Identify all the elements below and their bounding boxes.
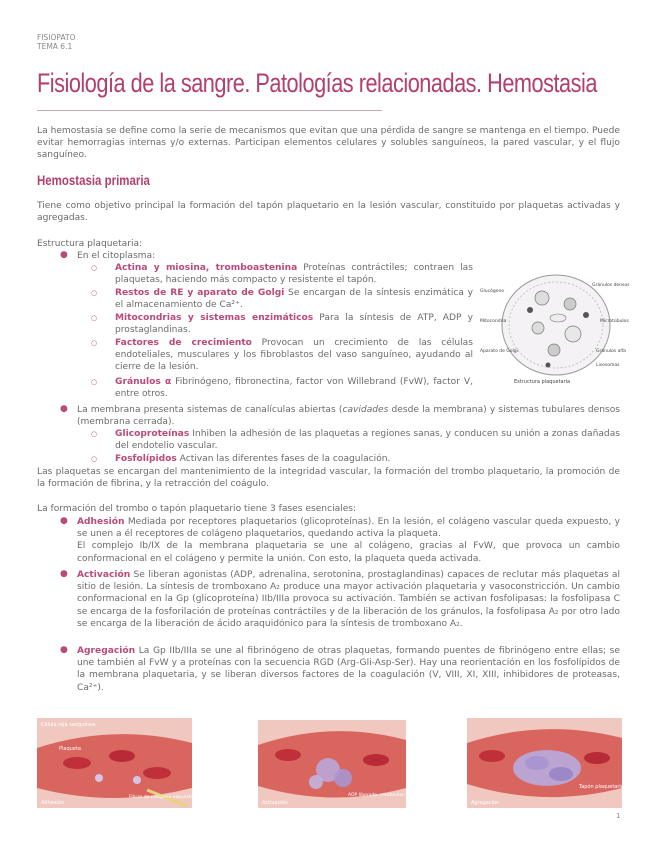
platelet-cluster: [334, 769, 352, 787]
red-blood-cell: [363, 754, 389, 766]
page-title: Fisiología de la sangre. Patologías relacionadas. Hemostasia: [37, 68, 597, 98]
sub-bullet: ○: [91, 455, 98, 463]
cyto-item-1: [115, 262, 473, 286]
phase-activation: [77, 569, 620, 630]
granule-shape: [565, 326, 581, 342]
red-blood-cell: [109, 750, 135, 762]
cyto-text: Para la síntesis de ATP, ADP y prostaglandinas.: [115, 313, 473, 336]
membrane-italic: cavidades: [342, 405, 389, 415]
membrane-post: desde la membrana) y sistemas tubulares densos (membrana cerrada).: [77, 405, 620, 428]
structure-label: Estructura plaquetaria:: [37, 239, 143, 249]
red-blood-cell: [275, 749, 301, 761]
membrane-term: Glicoproteínas: [115, 429, 190, 439]
platelet-plug: [525, 756, 549, 770]
platelet-plug: [549, 767, 573, 781]
figure-caption: Estructura plaquetaria: [514, 379, 571, 385]
figure-label: Mitocondria: [480, 319, 507, 324]
cyto-term: Gránulos α: [115, 377, 172, 387]
membrane-item-1: [115, 428, 620, 452]
phase-aggregation: [77, 645, 620, 694]
bullet-dot: ●: [60, 645, 68, 655]
vessel-figure-adhesion: [37, 718, 196, 808]
phases-intro: La formación del trombo o tapón plaquetario tiene 3 fases esenciales:: [37, 504, 357, 514]
dense-granule-shape: [546, 363, 551, 368]
phase-term: Agregación: [77, 646, 136, 656]
figure-label: Plaqueta: [59, 746, 81, 752]
cyto-item-2: [115, 287, 473, 311]
figure-caption: Activación: [262, 800, 288, 806]
platelet-structure-figure: [478, 270, 630, 388]
phase-text: La Gp IIb/IIIa se une al fibrinógeno de otras plaquetas, formando puentes de fibrinógeno entre ellas; se une también al FvW y a proteínas con la secuencia RGD (Arg-Gli-Asp-Ser). Hay una reorientación en los fosfolípidos de la membrana plaquetaria, y se liberan diversos factores de la coagulación (V, VIII, XI, XIII, inhibidores de proteasas, Ca²⁺).: [77, 646, 620, 693]
figure-label: Glucógeno: [480, 289, 505, 294]
cyto-term: Actina y miosina, tromboastenina: [115, 263, 298, 273]
figure-label: Microtúbulos: [600, 319, 629, 324]
bullet-dot: ●: [60, 250, 68, 260]
cyto-text: Provocan un crecimiento de las células endoteliales, musculares y los fibroblastos del vaso sanguíneo, ayudando al cierre de la lesión.: [115, 338, 473, 373]
document-header: [37, 33, 75, 51]
section-title: Hemostasia primaria: [37, 173, 150, 188]
cyto-term: Restos de RE y aparato de Golgi: [115, 288, 285, 298]
cyto-item-4: [115, 337, 473, 374]
sub-bullet: ○: [91, 378, 98, 386]
bullet-dot: ●: [60, 516, 68, 526]
phase-text: Se liberan agonistas (ADP, adrenalina, serotonina, prostaglandinas) capaces de reclutar más plaquetas al sitio de lesión. La síntesis de tromboxano A₂ produce una mayor activación plaquetaria y vasoconstricción. Un cambio conformacional en la Gp (glicoproteína) IIb/IIIa provoca su activación. También se activan fosfolipasas: la fosfolipasa C se encarga de la fosforilación de proteínas contráctiles y de la liberación de los gránulos, la fosfolipasa A₂ por otro lado se encarga de la liberación de ácido araquidónico para la síntesis de tromboxano A₂.: [77, 570, 620, 629]
red-blood-cell: [63, 757, 91, 769]
vessel-figure-activation: [258, 720, 444, 808]
red-blood-cell: [584, 752, 610, 764]
cyto-term: Factores de crecimiento: [115, 338, 252, 348]
phase-text: Mediada por receptores plaquetarios (glicoproteínas). En la lesión, el colágeno vascular queda expuesto, y se unen a él receptores de colágeno plaquetarios, quedando activa la plaqueta.: [77, 517, 620, 540]
bullet-dot: ●: [60, 569, 68, 579]
cyto-term: Mitocondrias y sistemas enzimáticos: [115, 313, 314, 323]
figure-label: Tapón plaquetario: [579, 784, 624, 790]
dense-granule-shape: [527, 307, 533, 313]
platelet-shape: [133, 776, 141, 784]
cytoplasm-label: En el citoplasma:: [77, 251, 156, 261]
membrane-text: Activan las diferentes fases de la coagulación.: [176, 454, 391, 464]
granule-shape: [532, 322, 544, 334]
red-blood-cell: [143, 767, 171, 779]
bullet-dot: ●: [60, 404, 68, 414]
platelet-outer-membrane: [502, 275, 610, 375]
membrane-item-2: [115, 453, 620, 465]
intro-paragraph: La hemostasia se define como la serie de mecanismos que evitan que una pérdida de sangre se mantenga en el tiempo. Puede evitar hemorragias internas y/o externas. Participan elementos celulares y solubles sanguíneos, la pared vascular, y el flujo sanguíneo.: [37, 126, 620, 161]
phase-extra: El complejo Ib/IX de la membrana plaquetaria se une al colágeno, gracias al FvW, que provoca un cambio conformacional en el colágeno y permite la unión. Con esto, la plaqueta queda activada.: [77, 541, 620, 564]
sub-bullet: ○: [91, 289, 98, 297]
membrane-paragraph: [77, 404, 620, 428]
mitochondria-shape: [550, 314, 566, 322]
cyto-text: Proteínas contráctiles; contraen las plaquetas, haciendo más compacto y resistente el tapón.: [115, 263, 473, 286]
sub-bullet: ○: [91, 430, 98, 438]
granule-shape: [535, 291, 549, 305]
page-number: 1: [616, 812, 621, 820]
figure-label: ADP liberado, serotonina y tromboxano A2: [348, 793, 444, 798]
figure-label: Célula roja sanguínea: [41, 722, 96, 728]
membrane-pre: La membrana presenta sistemas de canalículas abiertas (: [77, 405, 343, 415]
membrane-text: Inhiben la adhesión de las plaquetas a regiones sanas, y conducen su unión a zonas dañadas del endotelio vascular.: [115, 429, 620, 452]
cyto-text: Se encargan de la síntesis enzimática y el almacenamiento de Ca²⁺.: [115, 288, 473, 311]
phase-term: Adhesión: [77, 517, 125, 527]
granule-shape: [564, 298, 576, 310]
objective-paragraph: Tiene como objetivo principal la formación del tapón plaquetario en la lesión vascular, constituido por plaquetas activadas y agregadas.: [37, 201, 620, 224]
cyto-text: Fibrinógeno, fibronectina, factor von Willebrand (FvW), factor V, entre otros.: [115, 377, 473, 400]
platelet-plug: [513, 750, 581, 786]
figure-label: Gránulos alfa: [596, 349, 626, 354]
vessel-lumen: [37, 734, 192, 798]
vessel-figure-aggregation: [467, 718, 622, 808]
figure-label: Lisosomas: [596, 363, 620, 368]
platelet-shape: [95, 774, 103, 782]
phase-adhesion: [77, 516, 620, 565]
platelet-cluster: [309, 775, 323, 789]
phase-term: Activación: [77, 570, 131, 580]
dense-granule-shape: [583, 312, 589, 318]
platelets-summary: Las plaquetas se encargan del mantenimiento de la integridad vascular, la formación del trombo plaquetario, la promoción de la formación de fibrina, y la retracción del coágulo.: [37, 467, 620, 490]
figure-label: Fibras de colágeno expuestas: [129, 795, 196, 800]
figure-caption: Adhesión: [41, 800, 64, 806]
title-underline: [37, 110, 382, 111]
header-course: FISIOPATO: [37, 33, 76, 42]
figure-label: Aparato de Golgi: [480, 349, 518, 354]
header-topic: TEMA 6.1: [37, 42, 73, 51]
granule-shape: [548, 344, 560, 356]
figure-label: Gránulos densos: [592, 283, 630, 288]
sub-bullet: ○: [91, 264, 98, 272]
sub-bullet: ○: [91, 314, 98, 322]
membrane-term: Fosfolípidos: [115, 454, 177, 464]
red-blood-cell: [479, 750, 505, 762]
cyto-item-3: [115, 312, 473, 336]
cyto-item-5: [115, 376, 473, 400]
sub-bullet: ○: [91, 339, 98, 347]
figure-caption: Agregación: [471, 800, 500, 806]
